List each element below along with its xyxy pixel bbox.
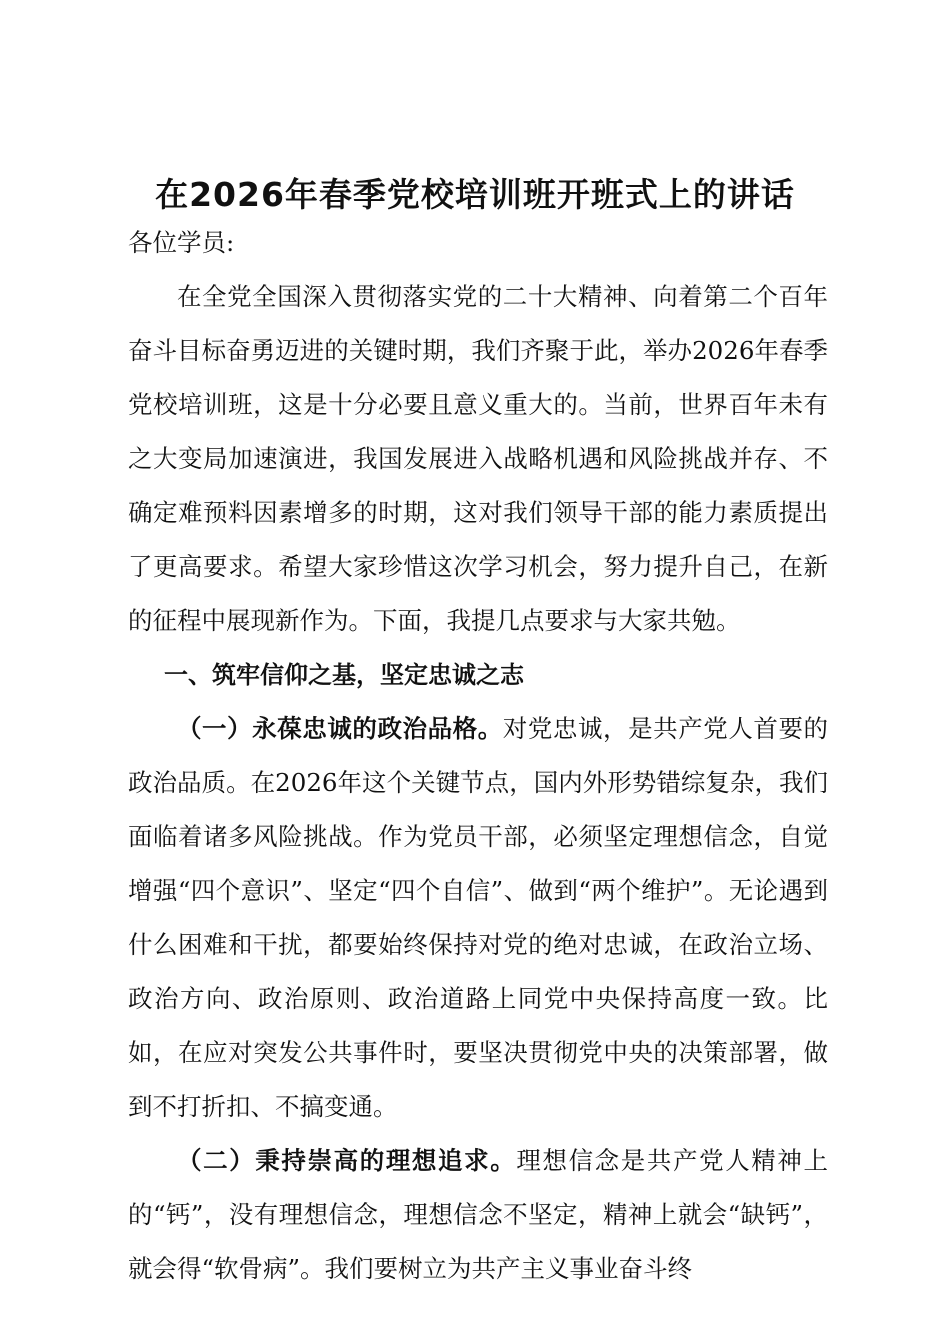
section-heading-1: 一、筑牢信仰之基，坚定忠诚之志 [164, 661, 524, 689]
subsection-paragraph-2 [128, 1134, 828, 1296]
salutation: 各位学员: [128, 228, 235, 257]
subsection-lead-1: （一）永葆忠诚的政治品格。 [177, 714, 503, 743]
page-title: 在2026年春季党校培训班开班式上的讲话 [155, 175, 795, 214]
subsection-text-2: 理想信念是共产党人精神上的“钙”，没有理想信念，理想信念不坚定，精神上就会“缺钙”，就会得“软骨病”。我们要树立为共产主义事业奋斗终 [128, 1146, 829, 1283]
subsection-text-1: 对党忠诚，是共产党人首要的政治品质。在2026年这个关键节点，国内外形势错综复杂，我们面临着诸多风险挑战。作为党员干部，必须坚定理想信念，自觉增强“四个意识”、坚定“四个自信”、做到“两个维护”。无论遇到什么困难和干扰，都要始终保持对党的绝对忠诚，在政治立场、政治方向、政治原则、政治道路上同党中央保持高度一致。比如，在应对突发公共事件时，要坚决贯彻党中央的决策部署，做到不打折扣、不搞变通。 [128, 714, 828, 1121]
subsection-lead-2: （二）秉持崇高的理想追求。 [177, 1146, 517, 1175]
subsection-paragraph-1 [128, 702, 828, 1134]
intro-paragraph: 在全党全国深入贯彻落实党的二十大精神、向着第二个百年奋斗目标奋勇迈进的关键时期，我们齐聚于此，举办2026年春季党校培训班，这是十分必要且意义重大的。当前，世界百年未有之大变局加速演进，我国发展进入战略机遇和风险挑战并存、不确定难预料因素增多的时期，这对我们领导干部的能力素质提出了更高要求。希望大家珍惜这次学习机会，努力提升自己，在新的征程中展现新作为。下面，我提几点要求与大家共勉。 [128, 282, 828, 635]
document-body [128, 216, 828, 1296]
